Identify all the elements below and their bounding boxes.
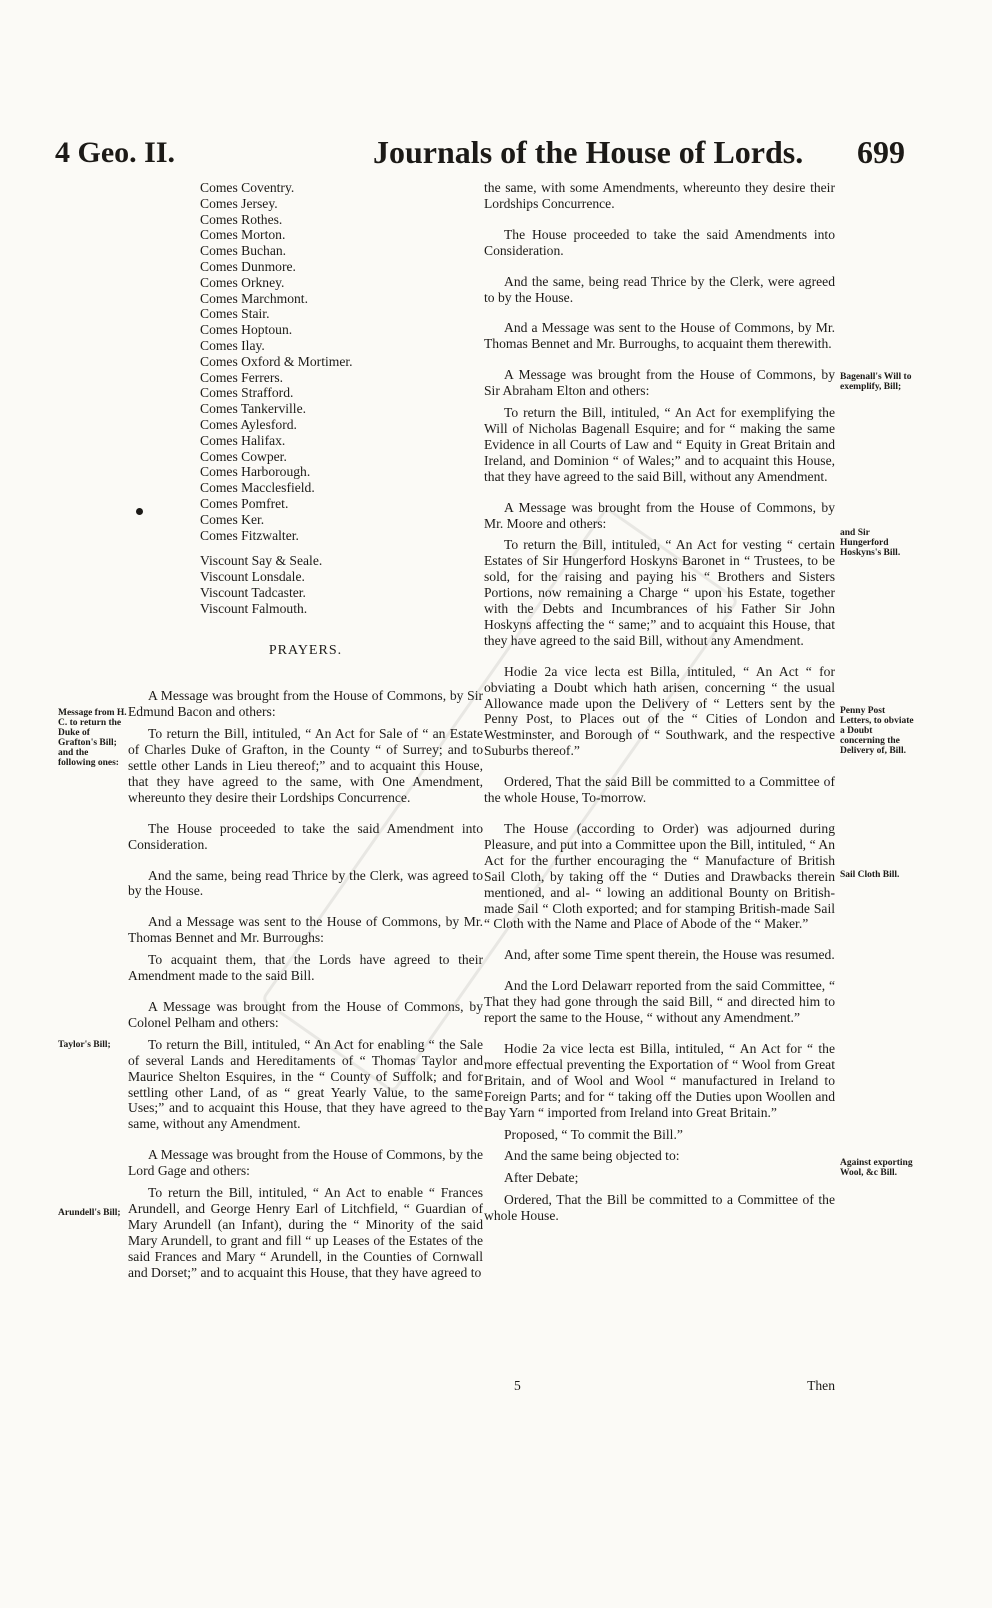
- paragraph: The House proceeded to take the said Amendments into Consideration.: [484, 226, 835, 258]
- peer-entry: Comes Macclesfield.: [200, 480, 315, 496]
- page-header: [55, 130, 905, 178]
- paragraph: To acquaint them, that the Lords have agreed to their Amendment made to the said Bill.: [128, 952, 483, 984]
- paragraph: And, after some Time spent therein, the House was resumed.: [504, 947, 835, 963]
- peer-entry: Comes Coventry.: [200, 180, 295, 195]
- margin-note-hoskyns: and Sir Hungerford Hoskyns's Bill.: [840, 528, 901, 558]
- regnal-year: 4 Geo. II.: [55, 136, 175, 169]
- margin-note-bagenall: Bagenall's Will to exemplify, Bill;: [840, 372, 912, 392]
- prayers-heading: PRAYERS.: [268, 642, 343, 658]
- peer-entry: Comes Jersey.: [200, 195, 278, 211]
- peer-entry: Comes Halifax.: [200, 432, 286, 448]
- margin-note-wool: Against exporting Wool, &c Bill.: [840, 1158, 913, 1178]
- viscount-entry: Viscount Say & Seale.: [200, 553, 323, 569]
- paragraph: Hodie 2a vice lecta est Billa, intituled, “ An Act “ for obviating a Doubt which hath arisen, concerning “ the usual Allowance made upon the Delivery of “ Letters sent by the Penny Post, to Places out of the “ Cities of London and Westminster, and Borough of “ Southwark, and the respective Suburbs thereof.”: [484, 663, 835, 759]
- peer-entry: Comes Ilay.: [200, 337, 265, 353]
- peer-entry: Comes Oxford & Mortimer.: [200, 353, 353, 369]
- viscounts-list: [128, 553, 483, 616]
- peer-entry: Comes Ferrers.: [200, 369, 284, 385]
- signature-mark: 5: [514, 1378, 521, 1393]
- paragraph: To return the Bill, intituled, “ An Act for vesting “ certain Estates of Sir Hungerford Hoskyns Baronet in “ Trustees, to be sold, for the raising and paying his “ Brothers and Sisters Portions, now remaining a Charge “ upon his Estate, together with the Debts and Incumbrances of his Father Sir John Hoskyns affecting the “ same;” and to acquaint this House, that they have agreed to the said Bill, without any Amendment.: [484, 537, 835, 648]
- catchword: Then: [807, 1378, 835, 1393]
- paragraph: A Message was brought from the House of Commons, by Sir Abraham Elton and others:: [484, 367, 835, 399]
- peer-entry: Comes Cowper.: [200, 448, 287, 464]
- paragraph: To return the Bill, intituled, “ An Act to enable “ Frances Arundell, and George Henry Earl of Litchfield, “ Guardian of Mary Arundell (an Infant), during the “ Minority of the said Mary Arundell, to grant and fill “ up Leases of the Estates of the said Frances and Mary “ Arundell, in the Counties of Cornwall and Dorset;” and to acquaint this House, that they have agreed to: [128, 1185, 483, 1280]
- page-number: 699: [857, 134, 905, 170]
- paragraph: To return the Bill, intituled, “ An Act for exemplifying the Will of Nicholas Bagenall Esquire; and for “ making the same Evidence in all Courts of Law and “ Equity in Great Britain and Ireland, and Dominion “ of Wales;” and to acquaint this House, that they have agreed to the said Bill, without any Amendment.: [484, 405, 835, 484]
- peer-entry: Comes Fitzwalter.: [200, 527, 299, 543]
- peer-entry: Comes Dunmore.: [200, 258, 296, 274]
- peer-entry: Comes Strafford.: [200, 385, 294, 401]
- peer-entry: Comes Morton.: [200, 227, 286, 243]
- paragraph: The House (according to Order) was adjourned during Pleasure, and put into a Committee upon the Bill, intituled, “ An Act for the further encouraging the “ Manufacture of British Sail Cloth, by taking off the “ Duties and Drawbacks therein mentioned, and al- “ lowing an additional Bounty on British-made Sail “ Cloth exported; and for stamping British-made Sail “ Cloth with the Name and Place of Abode of the “ Maker.”: [484, 821, 835, 932]
- paragraph: The House proceeded to take the said Amendment into Consideration.: [128, 820, 483, 852]
- margin-note-taylor: Taylor's Bill;: [58, 1040, 111, 1050]
- paragraph: And a Message was sent to the House of Commons, by Mr. Thomas Bennet and Mr. Burroughs, to acquaint them therewith.: [484, 320, 835, 352]
- paragraph: After Debate;: [504, 1170, 579, 1186]
- margin-note-sail-cloth: Sail Cloth Bill.: [840, 870, 900, 880]
- peer-entry: Comes Hoptoun.: [200, 322, 293, 338]
- margin-note-penny-post: Penny Post Letters, to obviate a Doubt concerning the Delivery of, Bill.: [840, 706, 914, 756]
- paragraph: the same, with some Amendments, whereunto they desire their Lordships Concurrence.: [484, 180, 835, 211]
- paragraph: And the same, being read Thrice by the Clerk, were agreed to by the House.: [484, 273, 835, 305]
- peer-entry: Comes Marchmont.: [200, 290, 308, 306]
- left-column: [128, 180, 483, 1296]
- paragraph: Ordered, That the Bill be committed to a Committee of the whole House.: [484, 1192, 835, 1224]
- paragraph: A Message was brought from the House of Commons, by Colonel Pelham and others:: [128, 999, 483, 1030]
- viscount-entry: Viscount Falmouth.: [200, 600, 308, 616]
- peer-entry: Comes Tankerville.: [200, 401, 307, 417]
- paragraph: Proposed, “ To commit the Bill.”: [504, 1126, 683, 1142]
- peer-entry: Comes Stair.: [200, 306, 270, 322]
- paragraph: To return the Bill, intituled, “ An Act for Sale of “ an Estate of Charles Duke of Grafton, in the County “ of Surrey; and to settle other Lands in Lieu thereof;” and to acquaint this House, that they have agreed to the same, with One Amendment, whereunto they desire their Lordships Concurrence.: [128, 726, 483, 805]
- viscount-entry: Viscount Tadcaster.: [200, 584, 306, 600]
- viscount-entry: Viscount Lonsdale.: [200, 569, 305, 585]
- peers-list: [128, 180, 483, 543]
- paragraph: And the Lord Delawarr reported from the said Committee, “ That they had gone through the said Bill, “ and directed him to report the same to the House, “ without any Amendment.”: [484, 978, 835, 1026]
- peer-entry: Comes Rothes.: [200, 211, 283, 227]
- paragraph: A Message was brought from the House of Commons, by Mr. Moore and others:: [484, 499, 835, 531]
- right-column: [484, 180, 835, 1239]
- paragraph: And the same being objected to:: [504, 1148, 680, 1164]
- paragraph: Ordered, That the said Bill be committed to a Committee of the whole House, To-morrow.: [484, 774, 835, 806]
- peer-entry: Comes Ker.: [200, 511, 265, 527]
- peer-entry: Comes Aylesford.: [200, 416, 297, 432]
- peer-entry: Comes Orkney.: [200, 274, 285, 290]
- peer-entry: Comes Harborough.: [200, 464, 311, 480]
- paragraph: A Message was brought from the House of Commons, by the Lord Gage and others:: [128, 1147, 483, 1179]
- paragraph: A Message was brought from the House of Commons, by Sir Edmund Bacon and others:: [128, 688, 483, 720]
- paragraph: And a Message was sent to the House of Commons, by Mr. Thomas Bennet and Mr. Burroughs:: [128, 914, 483, 946]
- peer-entry: Comes Buchan.: [200, 243, 287, 259]
- margin-note-grafton: Message from H. C. to return the Duke of Grafton's Bill; and the following ones:: [58, 708, 127, 768]
- peer-entry: Comes Pomfret.: [200, 495, 289, 511]
- paragraph: And the same, being read Thrice by the Clerk, was agreed to by the House.: [128, 867, 483, 899]
- paragraph: Hodie 2a vice lecta est Billa, intituled, “ An Act for “ the more effectual preventing the Exportation of “ Wool from Great Britain, and of Wool and Wool “ manufactured in Ireland to Foreign Parts; and for “ taking off the Duties upon Woollen and Bay Yarn “ imported from Ireland into Great Britain.”: [484, 1040, 835, 1120]
- margin-note-arundell: Arundell's Bill;: [58, 1208, 121, 1218]
- paragraph: To return the Bill, intituled, “ An Act for enabling “ the Sale of several Lands and Hereditaments of “ Thomas Taylor and Maurice Shelton Esquires, in the “ County of Suffolk; and for settling other Land, of as “ great Yearly Value, to the same Uses;” and to acquaint this House, that they have agreed to the same, without any Amendment.: [128, 1036, 483, 1132]
- journal-title: Journals of the House of Lords.: [373, 134, 804, 170]
